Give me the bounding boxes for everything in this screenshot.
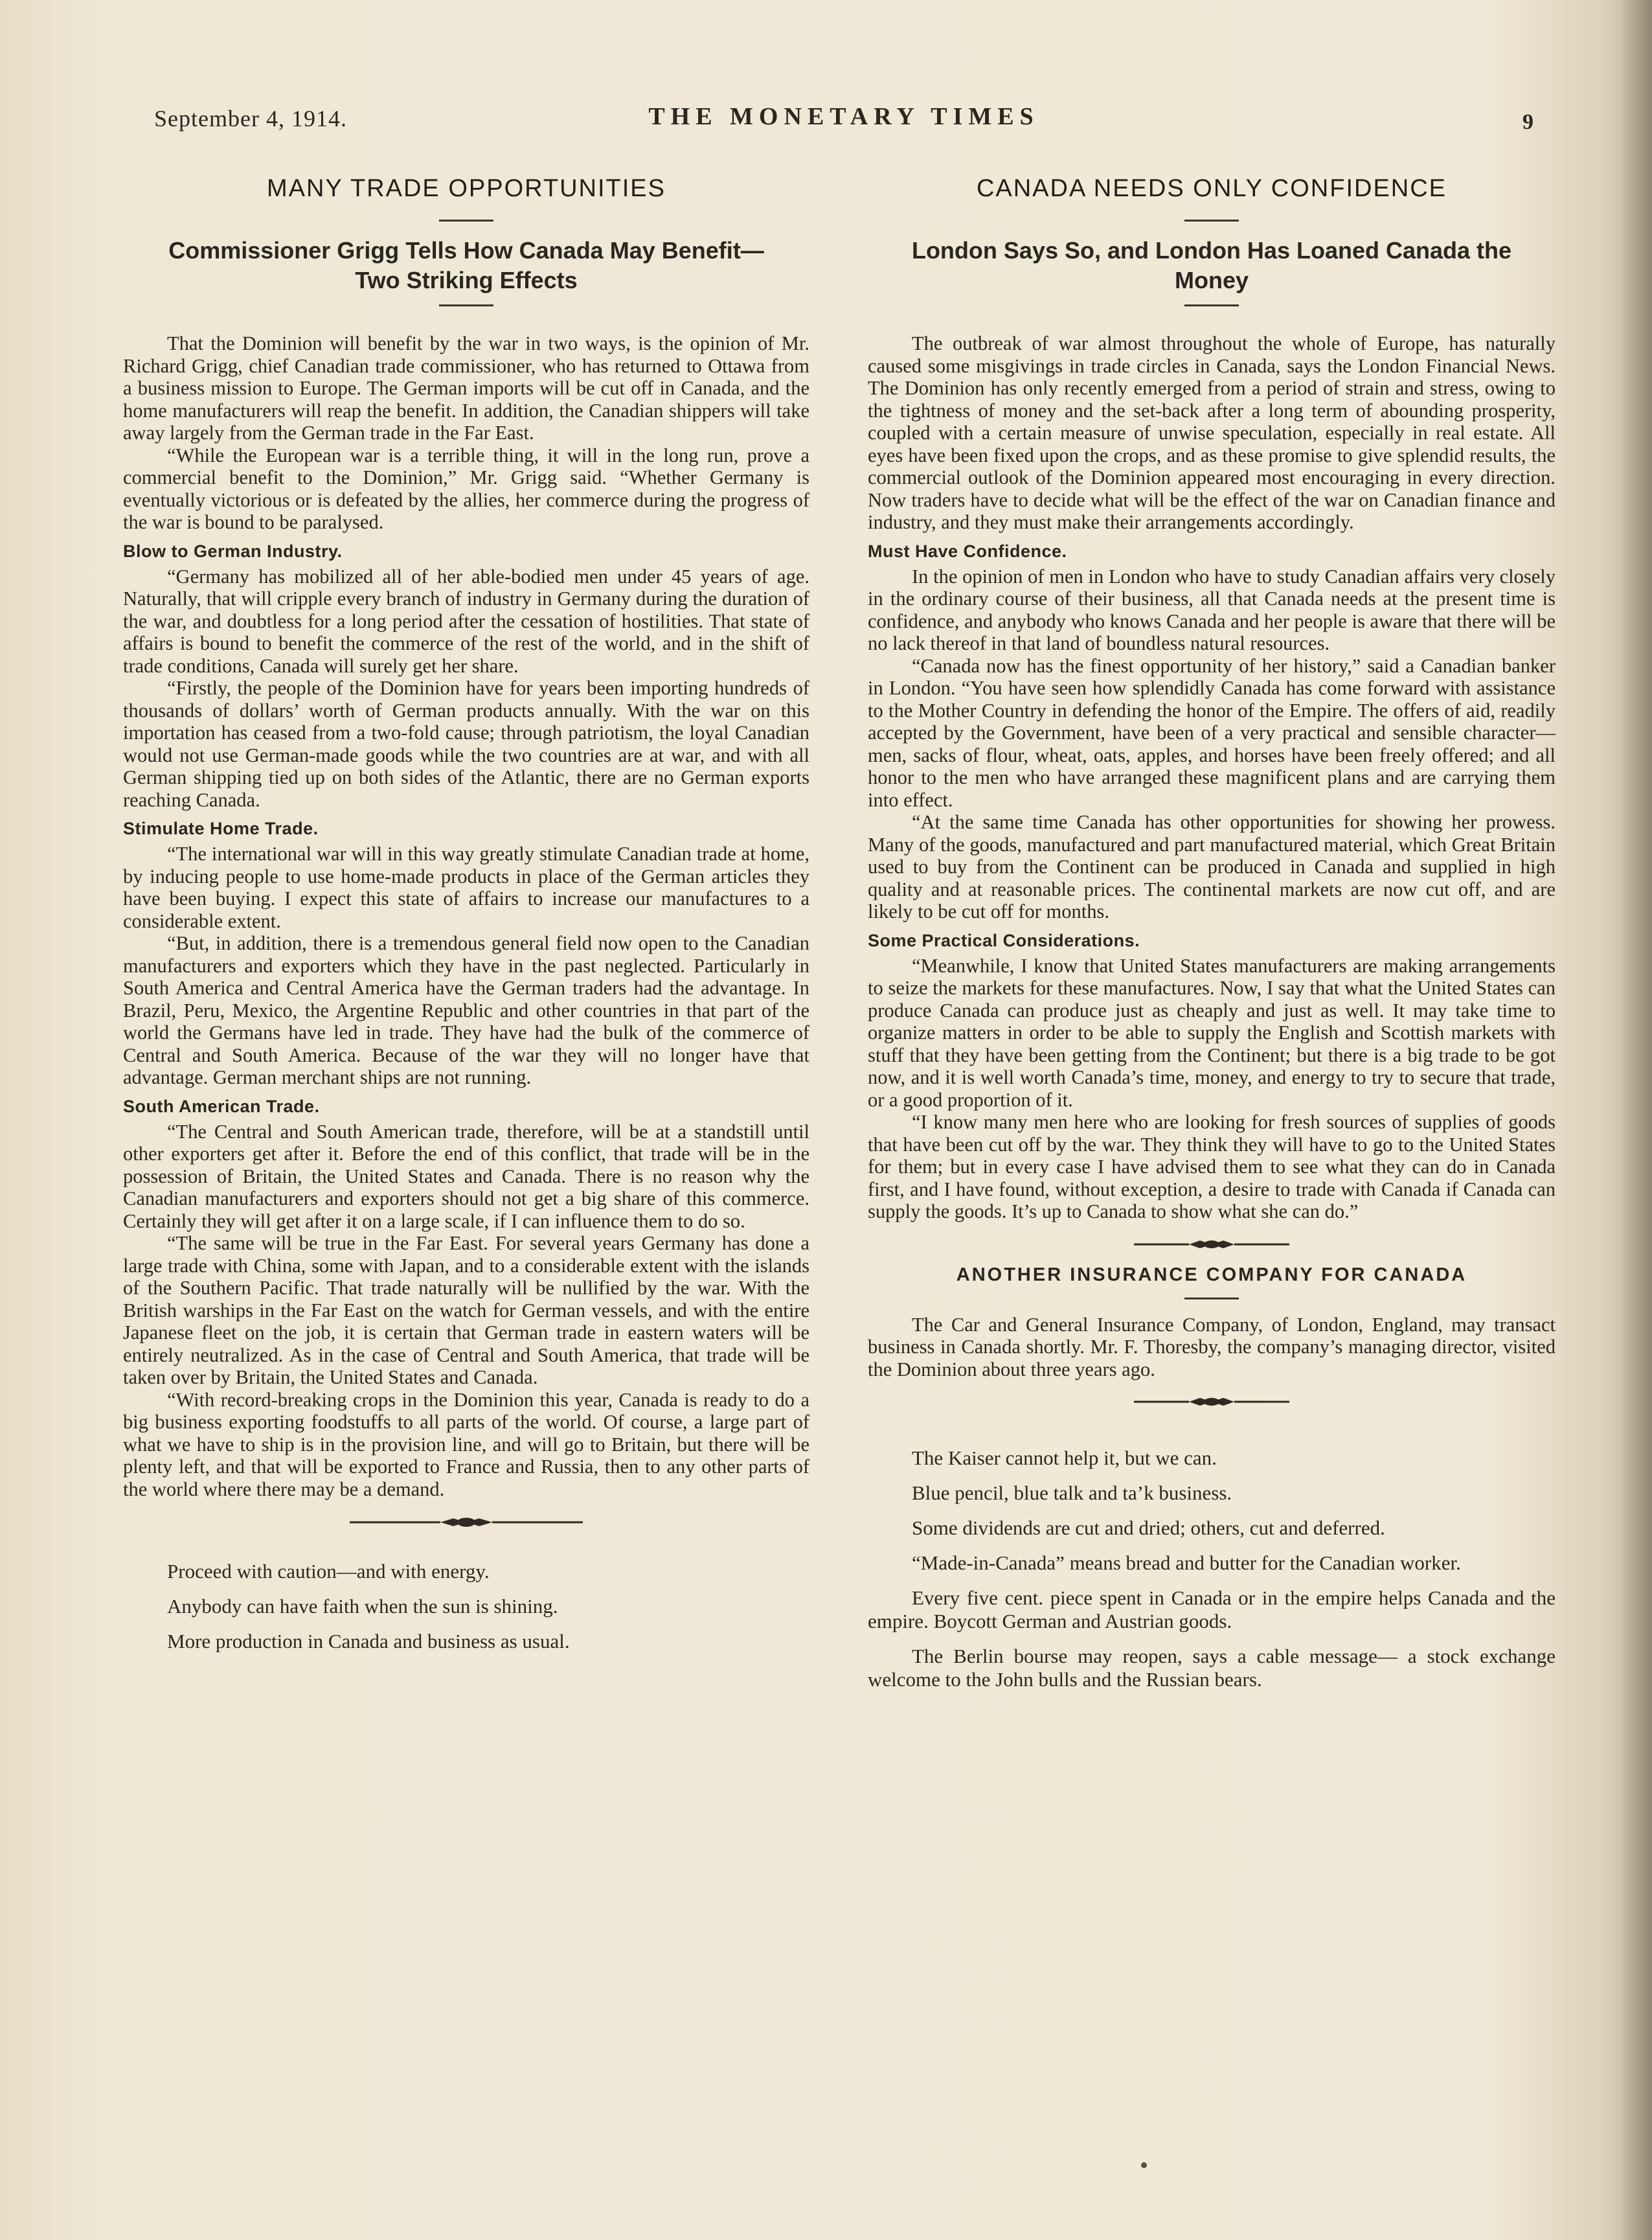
aphorism-list (868, 1446, 1556, 1691)
aphorism: More production in Canada and business as usual. (167, 1630, 570, 1652)
article-paragraph: “Firstly, the people of the Dominion have for years been importing hundreds of thousands of dollars’ worth of German products annually. With the war on this importation has ceased from a two-fold cause; through patriotism, the loyal Canadian would not use German-made goods while the two countries are at war, and with all German shipping tied up on both sides of the Atlantic, there are no German exports reaching Canada. (123, 677, 809, 811)
ornament-divider-icon (1134, 1239, 1289, 1250)
article-paragraph: “I know many men here who are looking for fresh sources of supplies of goods that have been cut off by the war. They think they will have to go to the United States for them; but in every case I have advised them to see what they can do in Canada first, and I have found, without exception, a desire to trade with Canada if Canada can supply the goods. It’s up to Canada to show what she can do.” (868, 1111, 1556, 1222)
aphorism: Proceed with caution—and with energy. (167, 1560, 490, 1583)
aphorism: Blue pencil, blue talk and ta’k business. (912, 1481, 1232, 1504)
publication-title: THE MONETARY TIMES (648, 103, 1039, 130)
aphorism: The Kaiser cannot help it, but we can. (912, 1446, 1217, 1469)
left-subhead: Commissioner Grigg Tells How Canada May Benefit— Two Striking Effects (168, 237, 764, 293)
ornament-divider-icon (350, 1516, 583, 1529)
article-paragraph: The outbreak of war almost throughout the whole of Europe, has naturally caused some misgivings in trade circles in Canada, says the London Financial News. The Dominion has only recently emerged from a period of strain and stress, owing to the tightness of money and the set-back after a long term of abounding prosperity, coupled with a certain measure of unwise speculation, especially in real estate. All eyes have been fixed upon the crops, and as these promise to give splendid results, the commercial outlook of the Dominion appeared most encouraging in every direction. Now traders have to decide what will be the effect of the war on Canadian finance and industry, and they must make their arrangements accordingly. (868, 332, 1556, 533)
insurance-headline: ANOTHER INSURANCE COMPANY FOR CANADA (956, 1264, 1467, 1285)
left-headline: MANY TRADE OPPORTUNITIES (267, 175, 666, 202)
ornament-divider-icon (1134, 1396, 1289, 1408)
article-paragraph: In the opinion of men in London who have to study Canadian affairs very closely in the ordinary course of their business, all that Canada needs at the present time is confidence, and anybody who knows Canada and her people is aware that there will be no lack thereof in that land of boundless natural resources. (868, 565, 1556, 654)
article-paragraph: “The Central and South American trade, therefore, will be at a standstill until other exporters get after it. Before the end of this conflict, that trade will be in the possession of Britain, the United States and Canada. There is no reason why the Canadian manufacturers and exporters should not get a big share of this commerce. Certainly they will get after it on a large scale, if I can influence them to do so. (123, 1120, 809, 1232)
headline-rule (1184, 1297, 1239, 1299)
section-heading: Stimulate Home Trade. (123, 819, 319, 838)
article-paragraph: “Canada now has the finest opportunity of her history,” said a Canadian banker in London. “You have seen how splendidly Canada has come forward with assistance to the Mother Country in defending the honor of the Empire. The offers of aid, readily accepted by the Government, have been of a very practical and sensible character—men, sacks of flour, wheat, oats, apples, and horses have been freely offered; and all honor to the men who have arranged these magnificent plans and are carrying them into effect. (868, 654, 1556, 811)
article-paragraph: “Germany has mobilized all of her able-bodied men under 45 years of age. Naturally, that will cripple every branch of industry in Germany during the duration of the war, and doubtless for a long period after the cessation of hostilities. That state of affairs is bound to benefit the commerce of the rest of the world, and in the shift of trade conditions, Canada will surely get her share. (123, 565, 809, 677)
section-heading: Some Practical Considerations. (868, 930, 1140, 950)
section-heading: South American Trade. (123, 1096, 320, 1116)
subhead-rule (439, 304, 493, 306)
headline-rule (439, 220, 493, 222)
article-paragraph: “With record-breaking crops in the Dominion this year, Canada is ready to do a big business exporting foodstuffs to all parts of the world. Of course, a large part of what we have to ship is in the provision line, and will go to Britain, but there will be plenty left, and that will be exported to France and Russia, then to any other parts of the world where there may be a demand. (123, 1388, 809, 1500)
subhead-rule (1184, 304, 1239, 306)
article-paragraph: “While the European war is a terrible thing, it will in the long run, prove a commercial benefit to the Dominion,” Mr. Grigg said. “Whether Germany is eventually victorious or is defeated by the allies, her commerce during the progress of the war is bound to be paralysed. (123, 444, 809, 533)
article-paragraph: “Meanwhile, I know that United States manufacturers are making arrangements to seize the markets for these manufactures. Now, I say that what the United States can produce Canada can produce just as cheaply and just as well. It may take time to organize matters in order to be able to supply the English and Scottish markets with stuff that they have been getting from the Continent; but there is a big trade to be got now, and it is well worth Canada’s time, money, and energy to try to secure that trade, or a good proportion of it. (868, 954, 1556, 1111)
page-number: 9 (1522, 110, 1533, 134)
right-subhead: London Says So, and London Has Loaned Canada the Money (911, 237, 1512, 293)
article-paragraph: “At the same time Canada has other opportunities for showing her prowess. Many of the goods, manufactured and part manufactured material, which Great Britain used to buy from the Continent can be produced in Canada and supplied in high quality and at reasonable prices. The continental markets are now cut off, and are likely to be cut off for months. (868, 811, 1556, 922)
aphorism: Anybody can have faith when the sun is shining. (167, 1595, 558, 1617)
aphorism: Some dividends are cut and dried; others, cut and deferred. (912, 1516, 1385, 1539)
article-paragraph: “The same will be true in the Far East. For several years Germany has done a large trade with China, some with Japan, and to a considerable extent with the islands of the Southern Pacific. That trade naturally will be nullified by the war. With the British warships in the Far East on the watch for German vessels, and with the entire Japanese fleet on the job, it is certain that German trade in eastern waters will be entirely neutralized. As in the case of Central and South America, that trade will be taken over by Britain, the United States and Canada. (123, 1232, 809, 1388)
article-paragraph: “But, in addition, there is a tremendous general field now open to the Canadian manufacturers and exporters which they have in the past neglected. Particularly in South America and Central America have the German traders had the advantage. In Brazil, Peru, Mexico, the Argentine Republic and other countries in that part of the world the Germans have led in trade. They have had the bulk of the commerce of Central and South America. Because of the war they will no longer have that advantage. German merchant ships are not running. (123, 932, 809, 1088)
headline-rule (1184, 220, 1239, 222)
left-column (123, 170, 809, 1665)
article-paragraph: The Car and General Insurance Company, of London, England, may transact business in Canada shortly. Mr. F. Thoresby, the company’s managing director, visited the Dominion about three years ago. (868, 1313, 1556, 1380)
article-paragraph: That the Dominion will benefit by the war in two ways, is the opinion of Mr. Richard Grigg, chief Canadian trade commissioner, who has returned to Ottawa from a business mission to Europe. The German imports will be cut off in Canada, and the home manufacturers will reap the benefit. In addition, the Canadian shippers will take away largely from the German trade in the Far East. (123, 332, 809, 444)
right-column (868, 170, 1556, 1703)
article-paragraph: “The international war will in this way greatly stimulate Canadian trade at home, by inducing people to use home-made products in place of the German articles they have been buying. I expect this state of affairs to increase our manufactures to a considerable extent. (123, 843, 809, 932)
right-headline: CANADA NEEDS ONLY CONFIDENCE (976, 175, 1447, 202)
aphorism: Every five cent. piece spent in Canada or in the empire helps Canada and the empire. Boycott German and Austrian goods. (868, 1586, 1556, 1632)
issue-date: September 4, 1914. (154, 106, 347, 131)
aphorism-list (123, 1560, 809, 1653)
ink-dot (1141, 2162, 1147, 2168)
page-binding-edge (1622, 0, 1652, 2240)
aphorism: “Made-in-Canada” means bread and butter for the Canadian worker. (912, 1551, 1461, 1574)
section-heading: Blow to German Industry. (123, 541, 343, 561)
section-heading: Must Have Confidence. (868, 541, 1067, 561)
aphorism: The Berlin bourse may reopen, says a cable message— a stock exchange welcome to the John bulls and the Russian bears. (868, 1645, 1556, 1691)
running-head (154, 105, 1533, 144)
